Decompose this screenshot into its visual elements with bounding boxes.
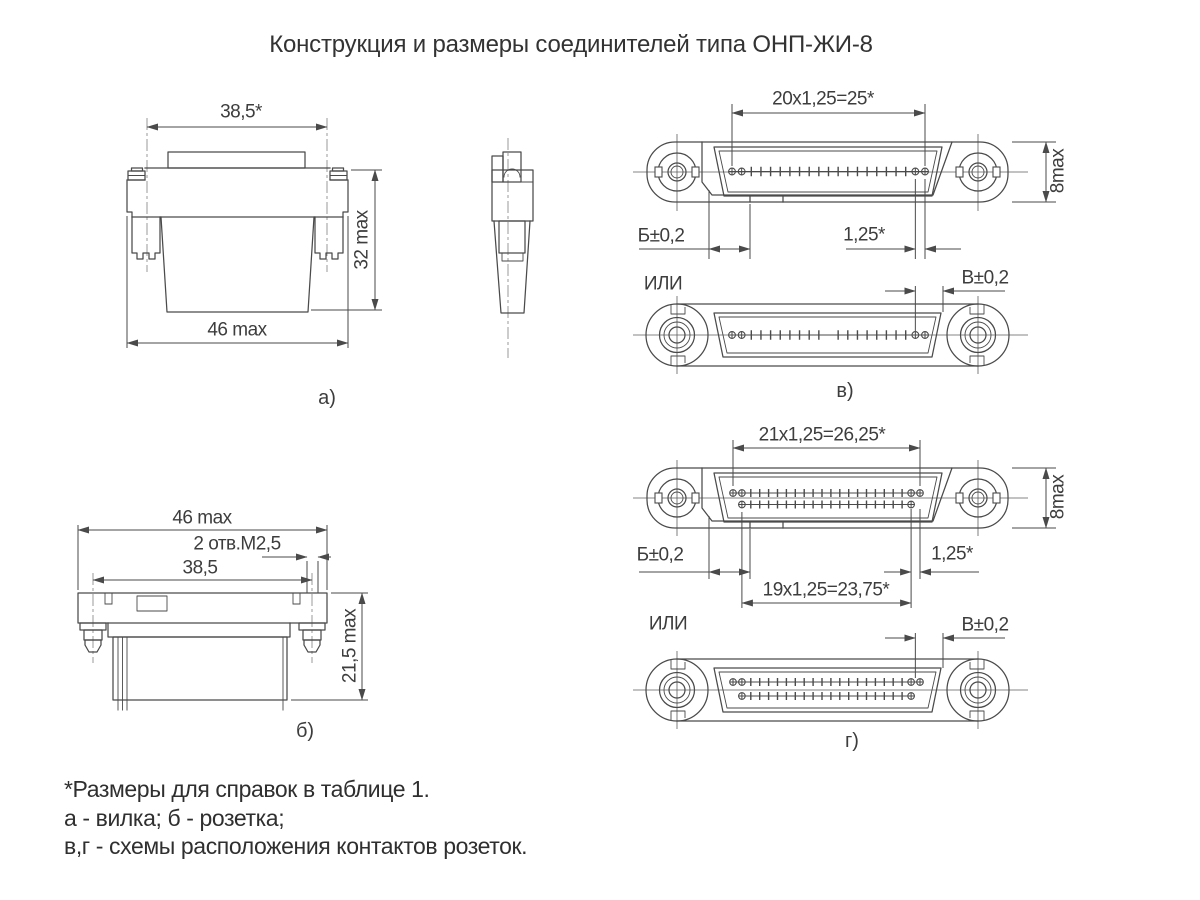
- dim-label-b-height: 21,5 max: [339, 608, 361, 684]
- dim-label-v-pitch: 20x1,25=25*: [772, 88, 874, 110]
- dim-label-b-span: 38,5: [182, 557, 218, 579]
- footnote-line-2: а - вилка; б - розетка;: [64, 804, 285, 831]
- dim-label-g-pitch-top: 21x1,25=26,25*: [758, 424, 886, 446]
- footnote-line-1: *Размеры для справок в таблице 1.: [64, 776, 430, 802]
- dim-label-b-width: 46 max: [172, 507, 232, 529]
- or-label-g: ИЛИ: [648, 613, 688, 635]
- dim-label-g-v: В±0,2: [961, 614, 1009, 636]
- dim-label-v-v: В±0,2: [961, 267, 1009, 289]
- caption-g: г): [845, 730, 859, 752]
- footnote: [64, 775, 527, 861]
- dim-label-g-height: 8max: [1047, 474, 1069, 520]
- dim-label-v-last-pitch: 1,25*: [843, 224, 885, 246]
- dim-label-v-height: 8max: [1047, 148, 1069, 194]
- caption-b: б): [295, 720, 315, 742]
- dim-label-a-width-top: 38,5*: [220, 101, 262, 123]
- footnote-line-3: в,г - схемы расположения контактов розеток.: [64, 833, 528, 859]
- caption-a: а): [318, 387, 336, 409]
- dim-label-g-last-pitch: 1,25*: [931, 543, 973, 565]
- dim-label-b-holes: 2 отв.М2,5: [193, 533, 281, 555]
- page-title: Конструкция и размеры соединителей типа ОНП-ЖИ-8: [269, 31, 873, 58]
- caption-v: в): [836, 380, 854, 402]
- dim-label-a-height: 32 max: [351, 210, 373, 270]
- dim-label-a-width-bottom: 46 max: [207, 319, 267, 341]
- dim-label-g-b: Б±0,2: [636, 544, 684, 566]
- or-label-v: ИЛИ: [643, 273, 683, 295]
- dim-label-g-pitch-bottom: 19x1,25=23,75*: [762, 579, 890, 601]
- drawing-a-linework: [127, 118, 382, 348]
- dim-label-v-b: Б±0,2: [637, 225, 685, 247]
- drawing-side-linework: [492, 138, 533, 358]
